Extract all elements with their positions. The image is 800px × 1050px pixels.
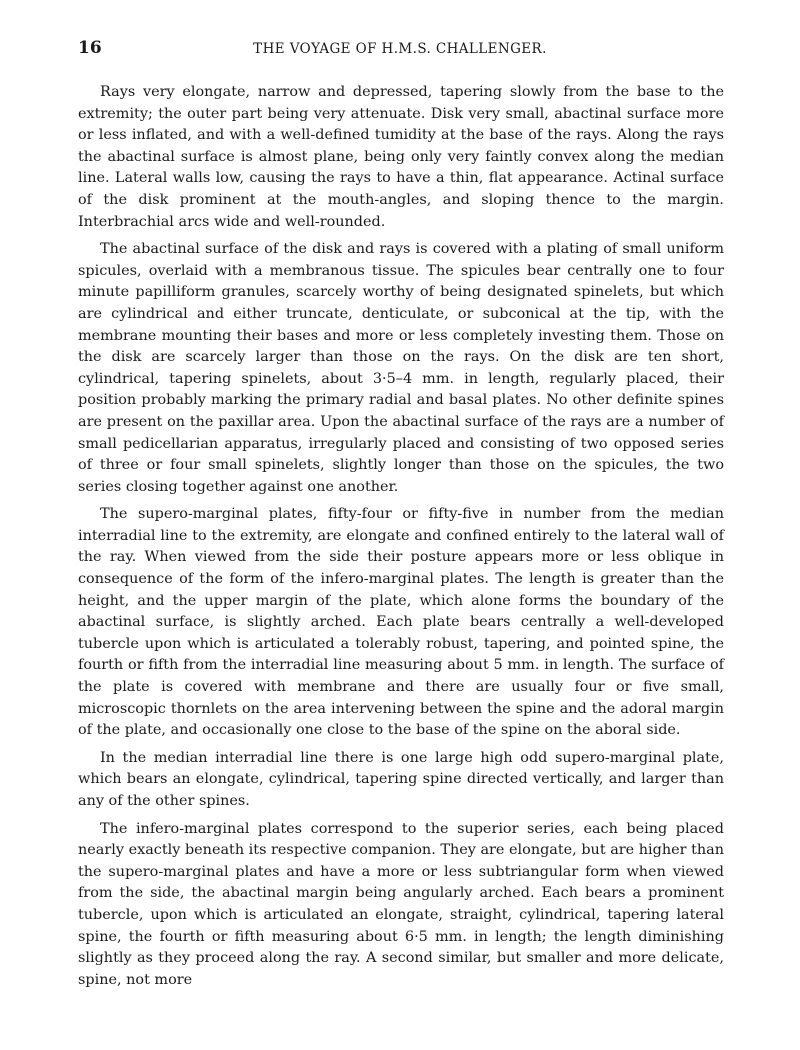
body-text [78,82,724,997]
paragraph-median-interradial: In the median interradial line there is one large high odd supero-marginal plate, which bears an elongate, cylindrical, tapering spine directed vertically, and larger than any of the other spines. [78,749,724,809]
paragraph-supero-marginal-plates: The supero-marginal plates, fifty-four or fifty-five in number from the median interradial line to the extremity, are elongate and confined entirely to the lateral wall of the ray. When viewed from the side their posture appears more or less oblique in consequence of the form of the infero-marginal plates. The length is greater than the height, and the upper margin of the plate, which alone forms the boundary of the abactinal surface, is slightly arched. Each plate bears centrally a well-developed tubercle upon which is articulated a tolerably robust, tapering, and pointed spine, the fourth or fifth from the interradial line measuring about 5 mm. in length. The surface of the plate is covered with membrane and there are usually four or five small, microscopic thornlets on the area intervening between the spine and the adoral margin of the plate, and occasionally one close to the base of the spine on the aboral side. [78,506,724,739]
running-title: THE VOYAGE OF H.M.S. CHALLENGER. [253,41,547,57]
paragraph-rays-description: Rays very elongate, narrow and depressed, tapering slowly from the base to the extremity; the outer part being very attenuate. Disk very small, abactinal surface more or less inflated, and with a well-defined tumidity at the base of the rays. Along the rays the abactinal surface is almost plane, being only very faintly convex along the median line. Lateral walls low, causing the rays to have a thin, flat appearance. Actinal surface of the disk prominent at the mouth-angles, and sloping thence to the margin. Interbrachial arcs wide and well-rounded. [78,84,724,230]
page-header [78,38,722,62]
paragraph-abactinal-surface: The abactinal surface of the disk and rays is covered with a plating of small uniform spicules, overlaid with a membranous tissue. The spicules bear centrally one to four minute papilliform granules, scarcely worthy of being designated spinelets, but which are cylindrical and either truncate, denticulate, or subconical at the tip, with the membrane mounting their bases and more or less completely investing them. Those on the disk are scarcely larger than those on the rays. On the disk are ten short, cylindrical, tapering spinelets, about 3·5–4 mm. in length, regularly placed, their position probably marking the primary radial and basal plates. No other definite spines are present on the paxillar area. Upon the abactinal surface of the rays are a number of small pedicellarian apparatus, irregularly placed and consisting of two opposed series of three or four small spinelets, slightly longer than those on the spicules, the two series closing together against one another. [78,241,724,495]
paragraph-infero-marginal-plates: The infero-marginal plates correspond to the superior series, each being placed nearly exactly beneath its respective companion. They are elongate, but are higher than the supero-marginal plates and have a more or less subtriangular form when viewed from the side, the abactinal margin being angularly arched. Each bears a prominent tubercle, upon which is articulated an elongate, straight, cylindrical, tapering lateral spine, the fourth or fifth measuring about 6·5 mm. in length; the length diminishing slightly as they proceed along the ray. A second similar, but smaller and more delicate, spine, not more [78,820,724,988]
page-number: 16 [78,38,102,58]
